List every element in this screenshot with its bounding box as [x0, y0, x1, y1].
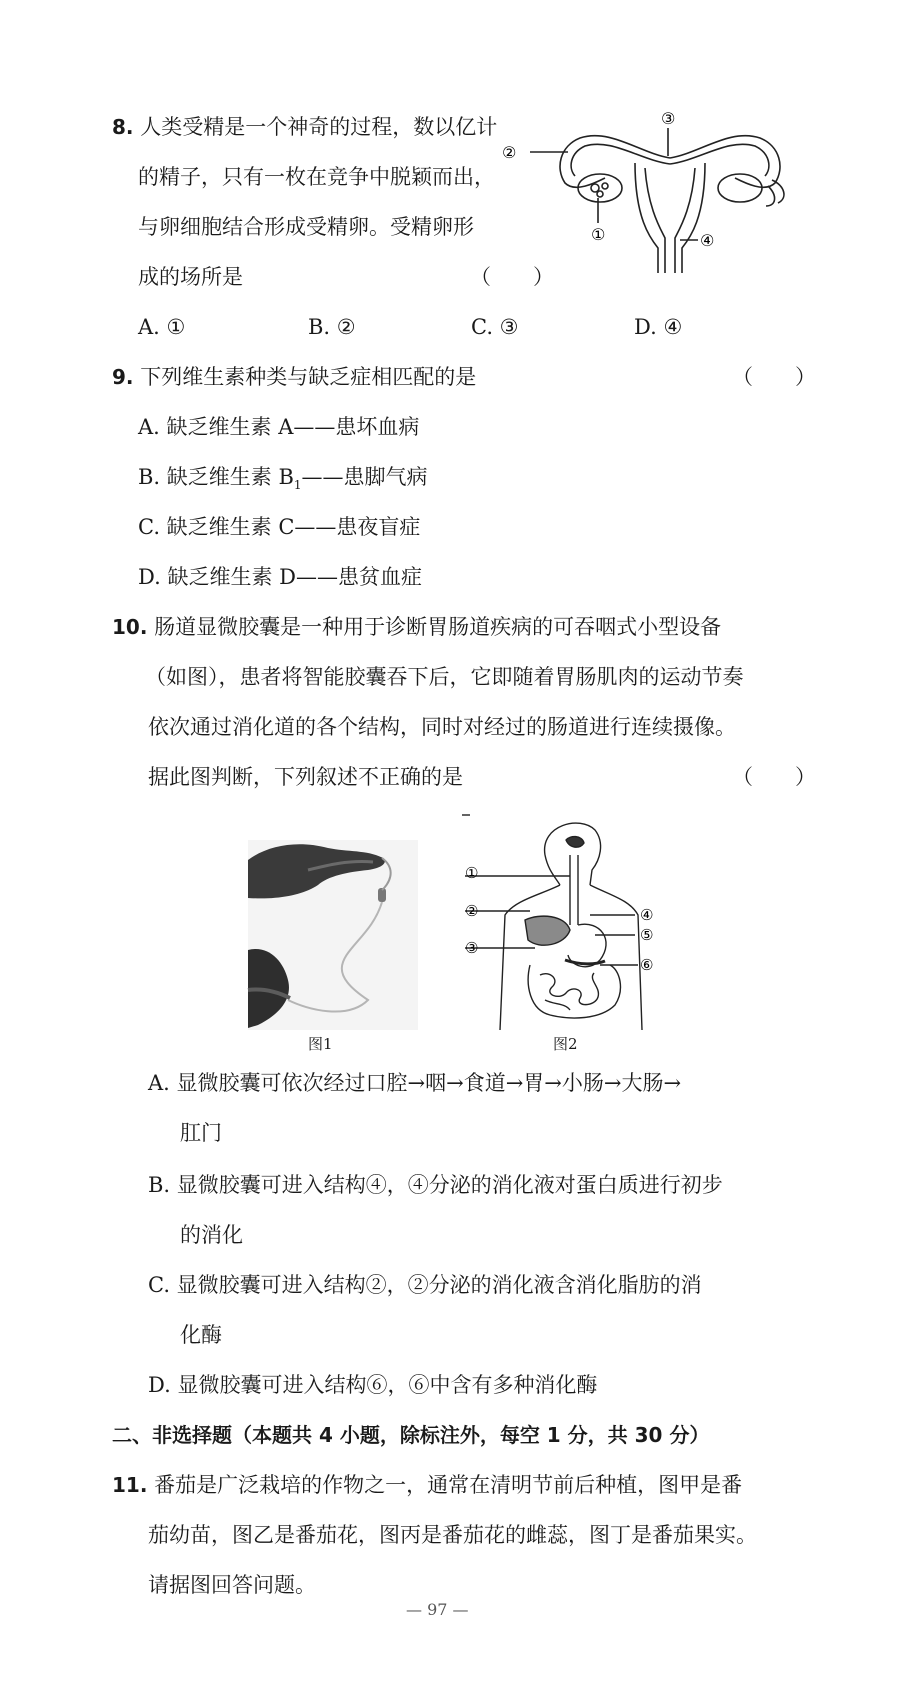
q9-option-d: D. 缺乏维生素 D——患贫血症 — [138, 565, 422, 589]
section-2-title: 二、非选择题（本题共 4 小题，除标注外，每空 1 分，共 30 分） — [112, 1423, 710, 1447]
digestive-label-1: ① — [465, 864, 479, 882]
q8-stem-line-4: 成的场所是 — [138, 265, 243, 289]
figure-1-caption: 图1 — [308, 1035, 333, 1053]
q10-stem-line-2: （如图），患者将智能胶囊吞下后，它即随着胃肠肌肉的运动节奏 — [145, 665, 744, 689]
q10-line-1 — [112, 612, 721, 642]
q9-option-a: A. 缺乏维生素 A——患坏血病 — [138, 415, 420, 439]
q10-option-b-line-2: 的消化 — [180, 1223, 243, 1247]
q8-option-b: B. ② — [308, 315, 356, 339]
q10-option-a-line-1: A. 显微胶囊可依次经过口腔→咽→食道→胃→小肠→大肠→ — [148, 1071, 682, 1095]
q11-number: 11. — [112, 1473, 148, 1497]
page-number: — 97 — — [406, 1600, 469, 1619]
uterus-label-4: ④ — [700, 231, 715, 250]
q10-number: 10. — [112, 615, 148, 639]
q8-line-1 — [112, 112, 497, 142]
q10-option-c-line-1: C. 显微胶囊可进入结构②，②分泌的消化液含消化脂肪的消 — [148, 1273, 702, 1297]
q8-stem-line-3: 与卵细胞结合形成受精卵。受精卵形 — [138, 215, 474, 239]
digestive-label-5: ⑤ — [640, 926, 654, 944]
uterus-label-1: ① — [591, 225, 606, 244]
q10-option-a-line-2: 肛门 — [180, 1121, 222, 1145]
digestive-label-4: ④ — [640, 906, 654, 924]
q8-option-c: C. ③ — [471, 315, 519, 339]
q9-option-b-tail: ——患脚气病 — [301, 465, 428, 489]
q10-stem-line-3: 依次通过消化道的各个结构，同时对经过的肠道进行连续摄像。 — [148, 715, 736, 739]
q11-stem-line-1: 番茄是广泛栽培的作物之一，通常在清明节前后种植，图甲是番 — [154, 1473, 743, 1497]
uterus-label-3: ③ — [661, 109, 676, 128]
q9-number: 9. — [112, 365, 134, 389]
digestive-label-3: ③ — [465, 939, 479, 957]
q9-option-b-sub: 1 — [293, 478, 302, 493]
q11-line-1 — [112, 1470, 742, 1500]
q10-answer-paren: （ ） — [732, 765, 816, 789]
q11-stem-line-3: 请据图回答问题。 — [148, 1573, 316, 1597]
q9-line-1 — [112, 362, 476, 392]
q10-option-c-line-2: 化酶 — [180, 1323, 222, 1347]
digestive-label-2: ② — [465, 902, 479, 920]
q8-stem-line-2: 的精子，只有一枚在竞争中脱颖而出， — [138, 165, 495, 189]
q8-option-a: A. ① — [138, 315, 186, 339]
q9-option-b-head: B. 缺乏维生素 B — [138, 465, 294, 489]
q10-stem-line-1: 肠道显微胶囊是一种用于诊断胃肠道疾病的可吞咽式小型设备 — [154, 615, 722, 639]
q9-option-c: C. 缺乏维生素 C——患夜盲症 — [138, 515, 421, 539]
q10-option-d-line-1: D. 显微胶囊可进入结构⑥，⑥中含有多种消化酶 — [148, 1373, 598, 1397]
digestive-label-6: ⑥ — [640, 956, 654, 974]
uterus-label-2: ② — [502, 143, 517, 162]
q9-answer-paren: （ ） — [732, 365, 816, 389]
q10-stem-line-4: 据此图判断，下列叙述不正确的是 — [148, 765, 463, 789]
q9-stem: 下列维生素种类与缺乏症相匹配的是 — [140, 365, 477, 389]
q8-stem-line-1: 人类受精是一个神奇的过程，数以亿计 — [140, 115, 498, 139]
capsule-photo-figure — [248, 840, 418, 1030]
q11-stem-line-2: 茄幼苗，图乙是番茄花，图丙是番茄花的雌蕊，图丁是番茄果实。 — [148, 1523, 757, 1547]
q8-option-d: D. ④ — [634, 315, 683, 339]
digestive-system-diagram — [465, 815, 670, 1030]
q8-number: 8. — [112, 115, 134, 139]
uterus-diagram — [502, 108, 800, 278]
figure-2-caption: 图2 — [553, 1035, 578, 1053]
q8-answer-paren: （ ） — [470, 265, 554, 289]
q10-option-b-line-1: B. 显微胶囊可进入结构④，④分泌的消化液对蛋白质进行初步 — [148, 1173, 723, 1197]
q9-option-b — [138, 462, 428, 500]
